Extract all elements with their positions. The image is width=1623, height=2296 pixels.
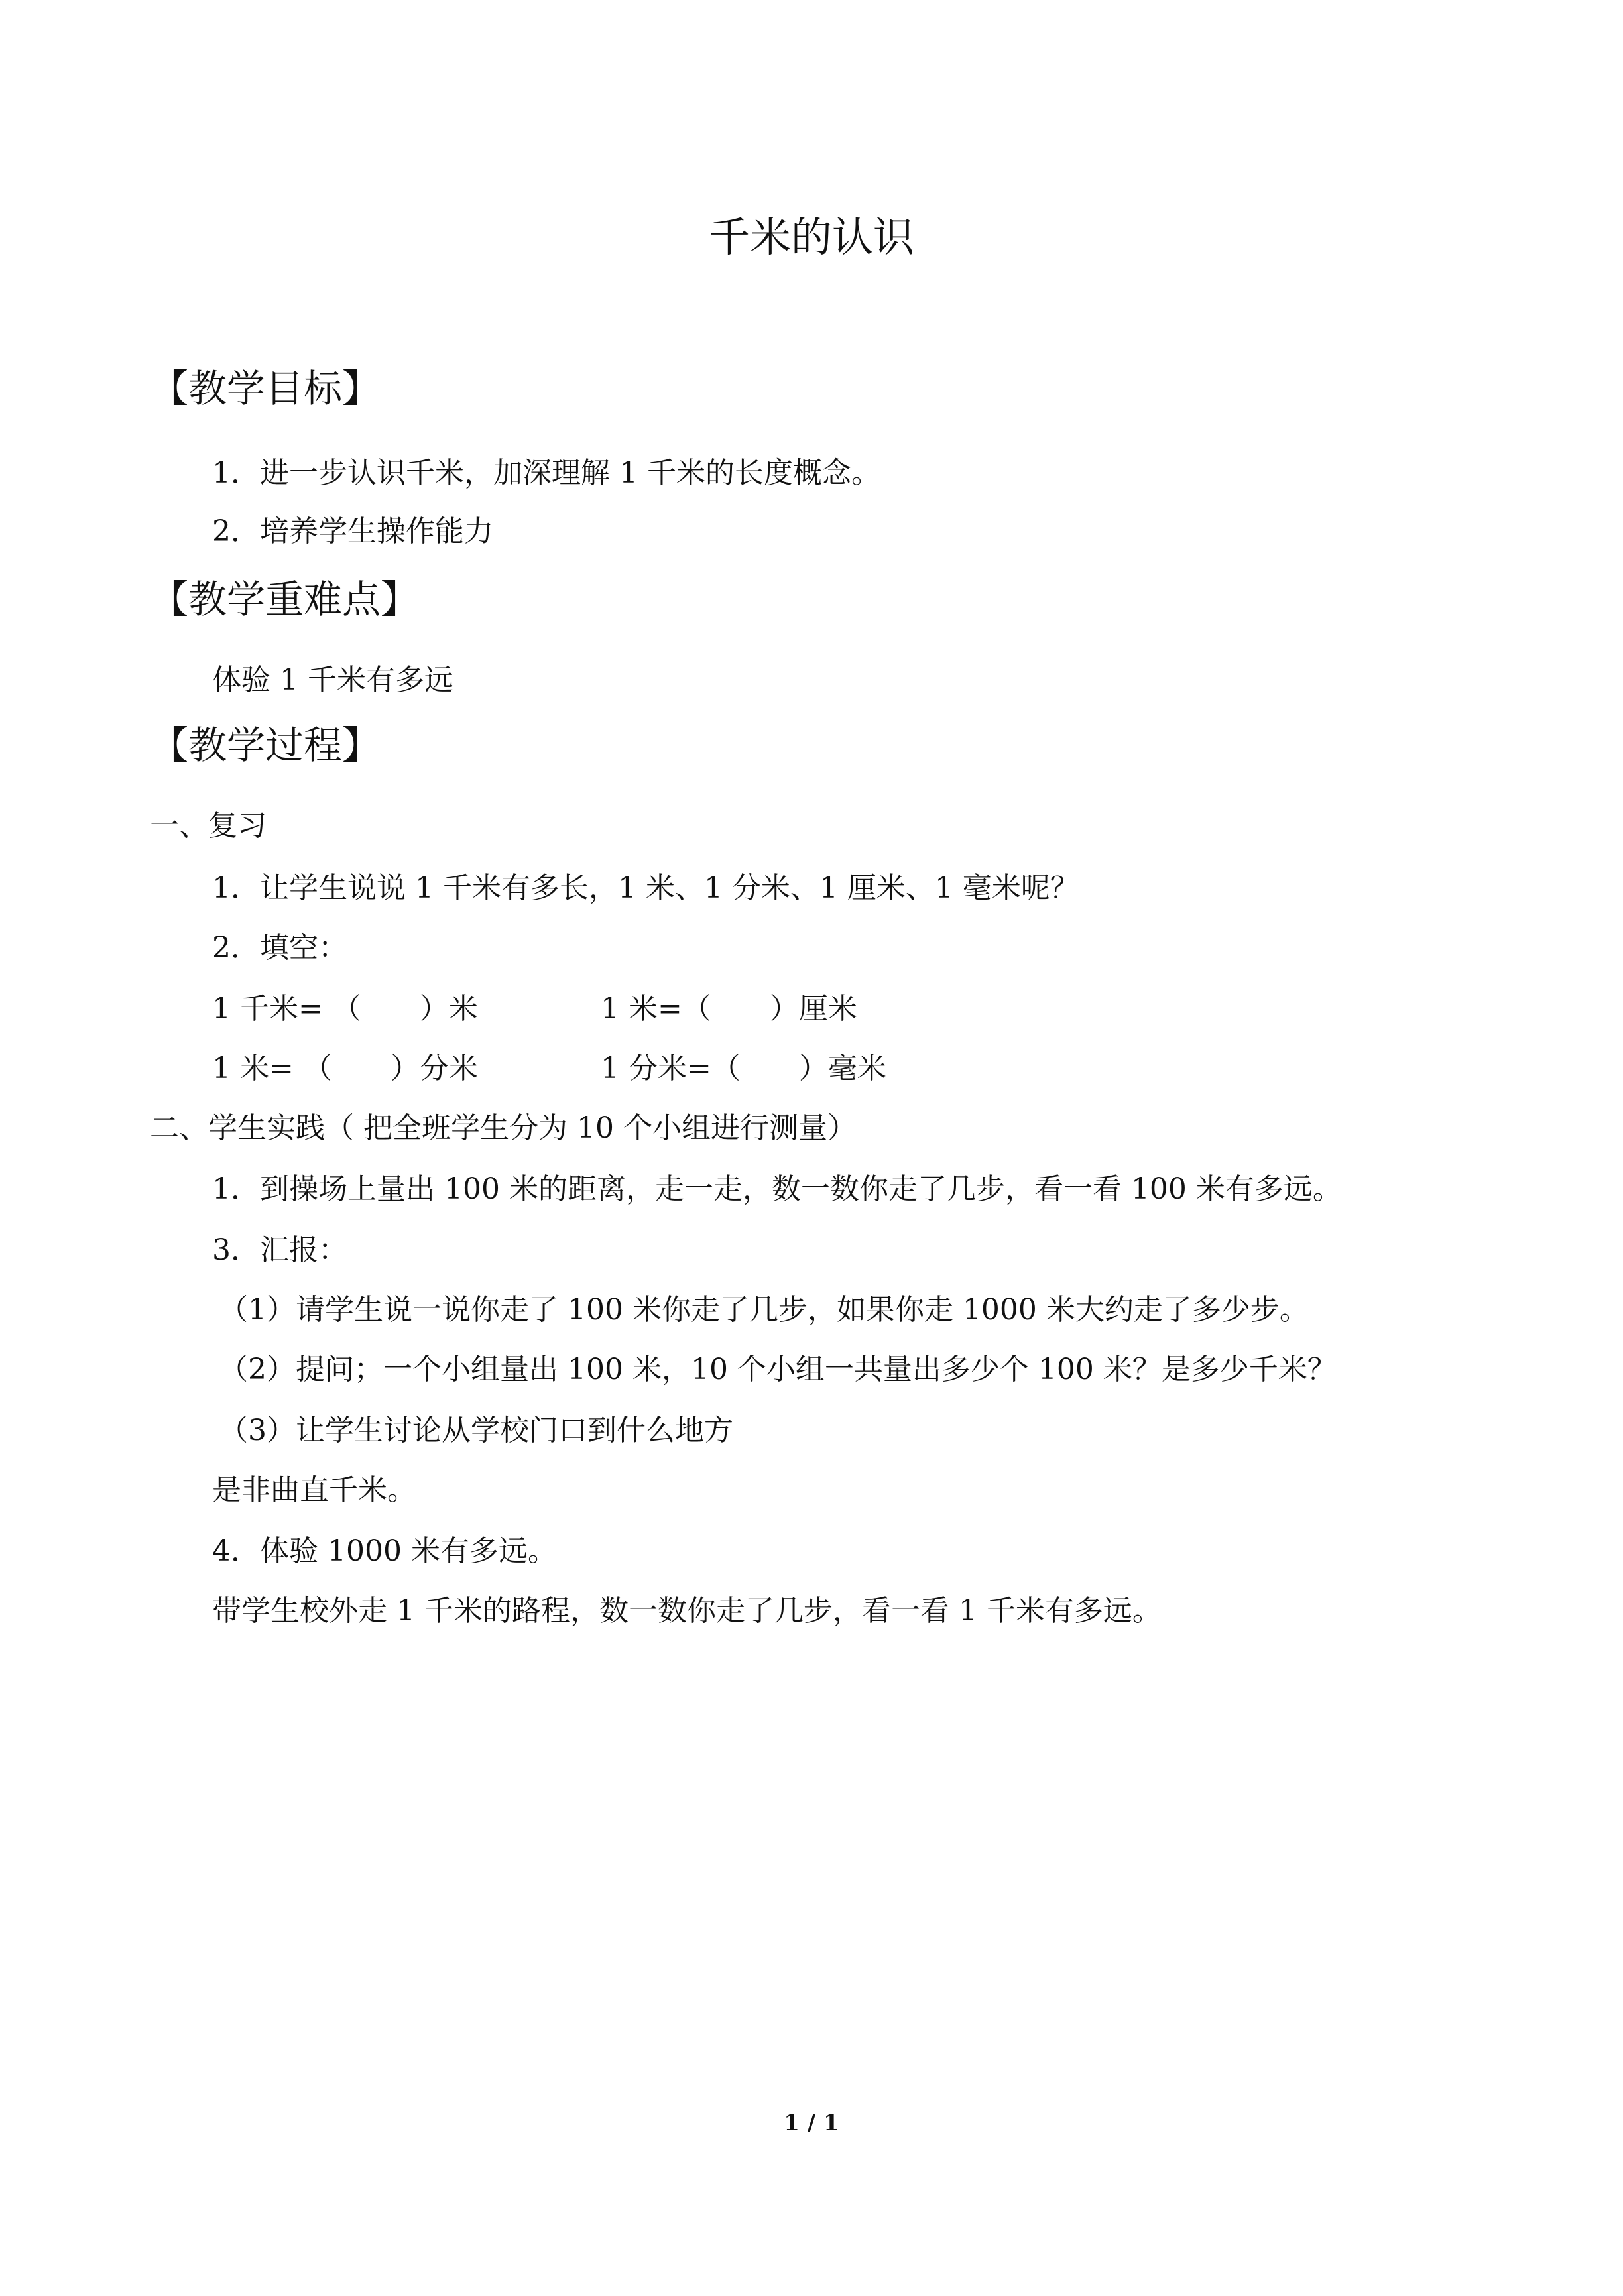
fill-blank-1-left: 1 千米= （ ）米	[212, 992, 478, 1026]
review-title: 一、复习	[150, 809, 267, 843]
goals-heading: 【教学目标】	[150, 366, 381, 411]
page-number: 1 / 1	[784, 2110, 839, 2136]
practice-step-1: 1．到操场上量出 100 米的距离，走一走，数一数你走了几步，看一看 100 米有多远。	[212, 1172, 1342, 1206]
review-question-2: 2．填空：	[212, 931, 347, 965]
fill-blank-2-left: 1 米= （ ）分米	[212, 1052, 478, 1085]
page-title: 千米的认识	[708, 213, 914, 261]
fill-blank-1-right: 1 米=（ ）厘米	[601, 992, 857, 1026]
report-item-2: （2）提问；一个小组量出 100 米，10 个小组一共量出多少个 100 米？是多少千米？	[219, 1353, 1337, 1386]
practice-step-3: 3．汇报：	[212, 1233, 347, 1267]
goal-item-2: 2．培养学生操作能力	[212, 514, 493, 548]
key-points-heading: 【教学重难点】	[150, 577, 420, 622]
report-item-1: （1）请学生说一说你走了 100 米你走了几步，如果你走 1000 米大约走了多少步。	[219, 1293, 1309, 1327]
practice-step-4: 4．体验 1000 米有多远。	[212, 1534, 557, 1568]
process-heading: 【教学过程】	[150, 723, 381, 768]
report-item-3: （3）让学生讨论从学校门口到什么地方	[219, 1414, 733, 1447]
review-question-1: 1．让学生说说 1 千米有多长，1 米、1 分米、1 厘米、1 毫米呢？	[212, 871, 1079, 905]
report-item-3-continued: 是非曲直千米。	[212, 1473, 416, 1507]
goal-item-1: 1．进一步认识千米，加深理解 1 千米的长度概念。	[212, 456, 880, 490]
practice-step-4-detail: 带学生校外走 1 千米的路程，数一数你走了几步，看一看 1 千米有多远。	[212, 1594, 1162, 1628]
key-points-text: 体验 1 千米有多远	[212, 663, 453, 697]
practice-title: 二、学生实践（ 把全班学生分为 10 个小组进行测量）	[150, 1111, 857, 1145]
fill-blank-2-right: 1 分米=（ ）毫米	[601, 1052, 886, 1085]
